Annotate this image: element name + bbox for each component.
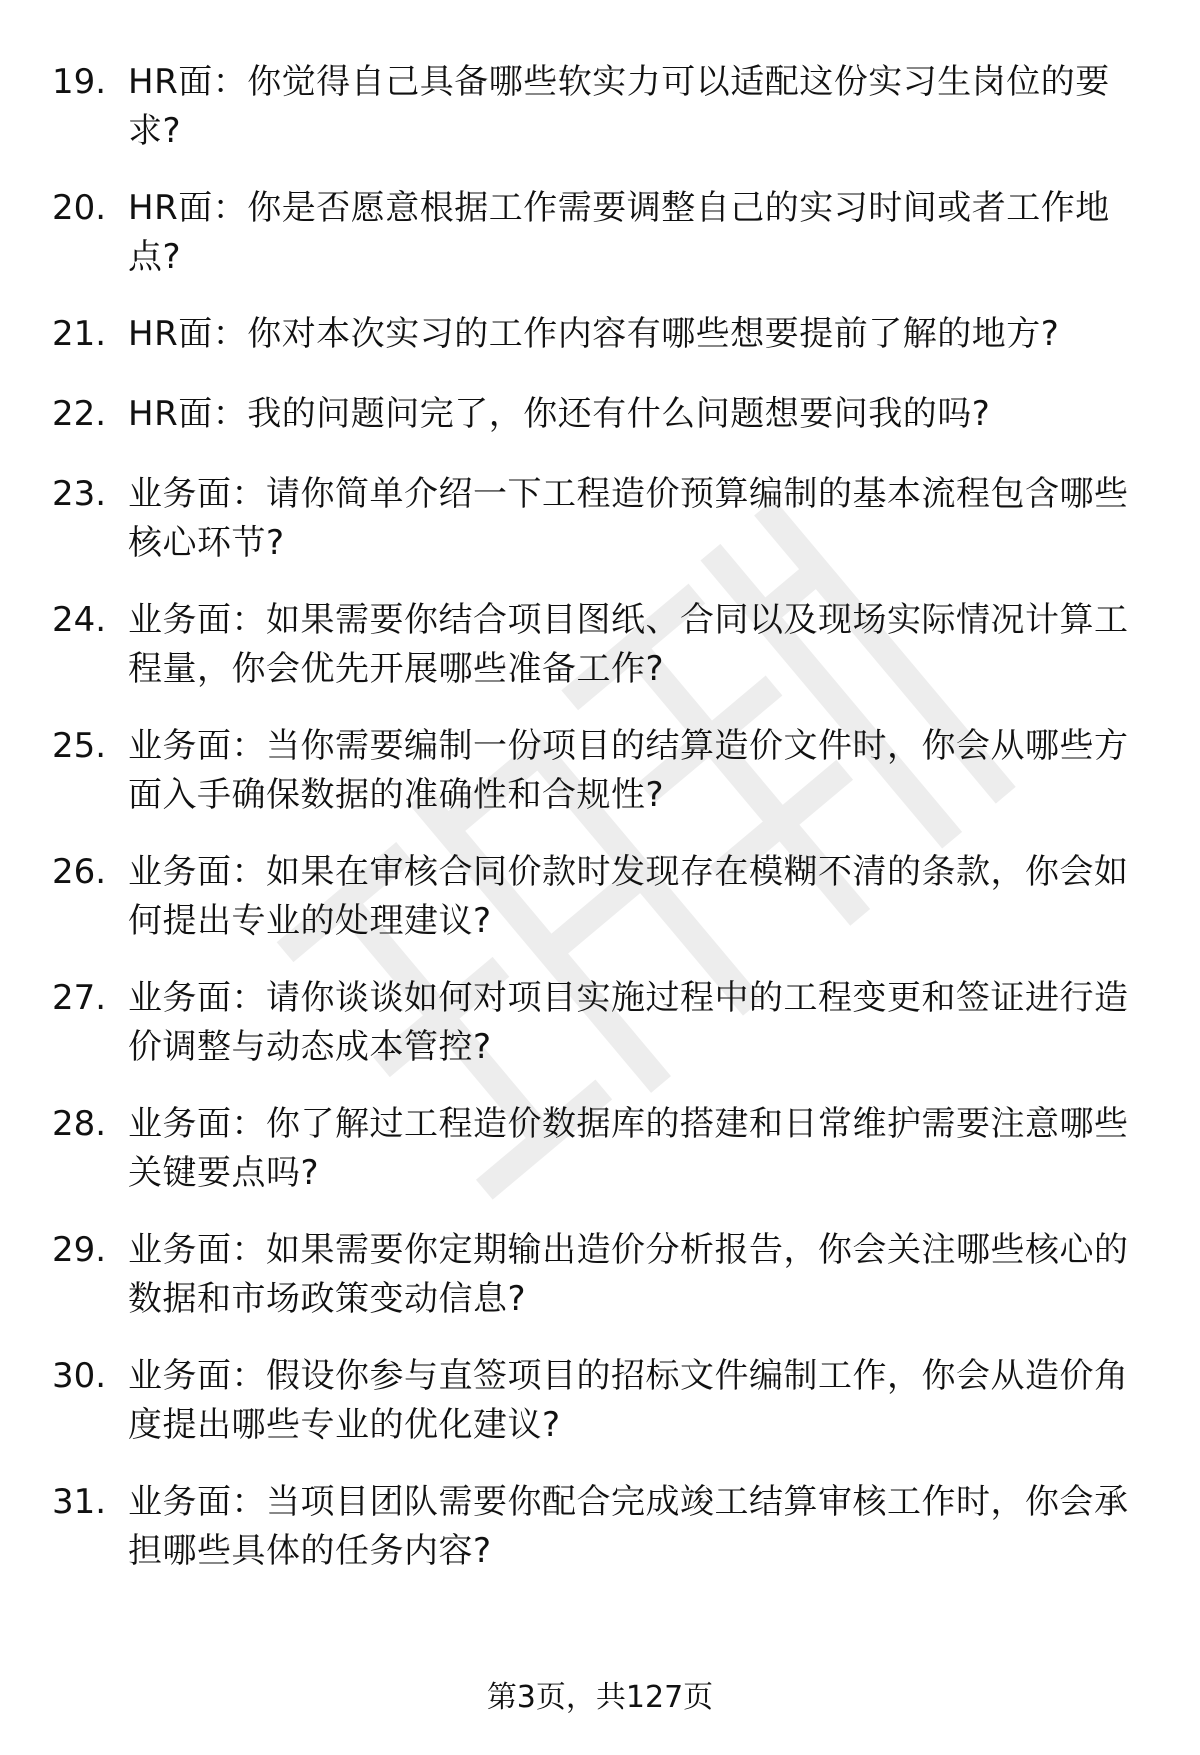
question-item xyxy=(0,1100,1200,1198)
question-number: 21. xyxy=(52,314,107,354)
question-text: 业务面：如果在审核合同价款时发现存在模糊不清的条款，你会如何提出专业的处理建议? xyxy=(128,852,1129,941)
question-number: 30. xyxy=(52,1356,107,1396)
question-item xyxy=(0,848,1200,946)
question-text: 业务面：请你简单介绍一下工程造价预算编制的基本流程包含哪些核心环节? xyxy=(128,474,1129,563)
question-item xyxy=(0,390,1200,442)
question-text: 业务面：假设你参与直签项目的招标文件编制工作，你会从造价角度提出哪些专业的优化建议? xyxy=(128,1356,1129,1445)
question-text: 业务面：如果需要你定期输出造价分析报告，你会关注哪些核心的数据和市场政策变动信息? xyxy=(128,1230,1129,1319)
question-item xyxy=(0,184,1200,282)
question-number: 19. xyxy=(52,62,107,102)
question-text: HR面：我的问题问完了，你还有什么问题想要问我的吗? xyxy=(128,394,991,434)
question-number: 24. xyxy=(52,600,107,640)
question-number: 29. xyxy=(52,1230,107,1270)
question-text: HR面：你对本次实习的工作内容有哪些想要提前了解的地方? xyxy=(128,314,1060,354)
question-item xyxy=(0,974,1200,1072)
question-text: 业务面：当你需要编制一份项目的结算造价文件时，你会从哪些方面入手确保数据的准确性和合规性? xyxy=(128,726,1129,815)
question-number: 31. xyxy=(52,1482,107,1522)
question-text: HR面：你是否愿意根据工作需要调整自己的实习时间或者工作地点? xyxy=(128,188,1110,277)
question-number: 23. xyxy=(52,474,107,514)
question-text: 业务面：你了解过工程造价数据库的搭建和日常维护需要注意哪些关键要点吗? xyxy=(128,1104,1129,1193)
question-number: 22. xyxy=(52,394,107,434)
question-number: 26. xyxy=(52,852,107,892)
question-item xyxy=(0,1226,1200,1324)
question-item xyxy=(0,722,1200,820)
question-item xyxy=(0,470,1200,568)
question-number: 28. xyxy=(52,1104,107,1144)
question-text: HR面：你觉得自己具备哪些软实力可以适配这份实习生岗位的要求? xyxy=(128,62,1110,151)
page-footer: 第3页，共127页 xyxy=(486,1680,714,1715)
question-item xyxy=(0,596,1200,694)
question-number: 27. xyxy=(52,978,107,1018)
question-number: 20. xyxy=(52,188,107,228)
question-item xyxy=(0,1478,1200,1576)
question-list xyxy=(0,58,1200,1604)
question-item xyxy=(0,1352,1200,1450)
question-number: 25. xyxy=(52,726,107,766)
question-item xyxy=(0,58,1200,156)
question-text: 业务面：请你谈谈如何对项目实施过程中的工程变更和签证进行造价调整与动态成本管控? xyxy=(128,978,1129,1067)
question-text: 业务面：当项目团队需要你配合完成竣工结算审核工作时，你会承担哪些具体的任务内容? xyxy=(128,1482,1129,1571)
question-text: 业务面：如果需要你结合项目图纸、合同以及现场实际情况计算工程量，你会优先开展哪些准备工作? xyxy=(128,600,1129,689)
question-item xyxy=(0,310,1200,362)
